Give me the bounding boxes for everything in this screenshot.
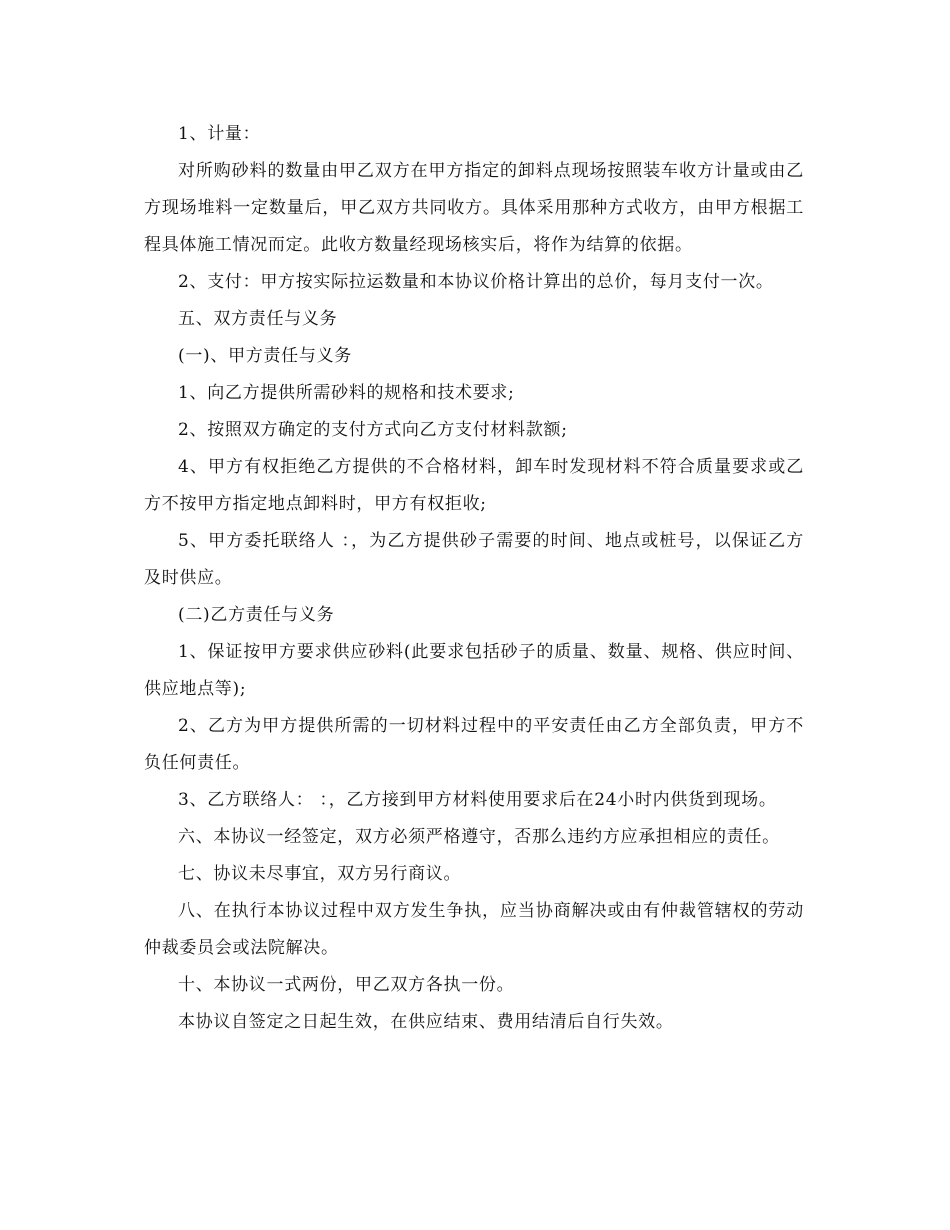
paragraph-party-a-item-2: 2、按照双方确定的支付方式向乙方支付材料款额; [178, 420, 568, 440]
section-seven: 七、协议未尽事宜，双方另行商议。 [178, 864, 462, 884]
paragraph-party-a-item-1: 1、向乙方提供所需砂料的规格和技术要求; [178, 383, 515, 403]
subsection-heading-party-b: (二)乙方责任与义务 [178, 605, 335, 625]
paragraph-effective-date: 本协议自签定之日起生效，在供应结束、费用结清后自行失效。 [178, 1012, 674, 1032]
paragraph-payment: 2、支付：甲方按实际拉运数量和本协议价格计算出的总价，每月支付一次。 [178, 272, 774, 292]
paragraph-party-b-item-2: 2、乙方为甲方提供所需的一切材料过程中的平安责任由乙方全部负责，甲方不负任何责任。 [144, 716, 804, 773]
paragraph-party-a-item-4: 4、甲方有权拒绝乙方提供的不合格材料，卸车时发现材料不符合质量要求或乙方不按甲方指定地点卸料时，甲方有权拒收; [144, 457, 804, 514]
paragraph-party-a-item-5: 5、甲方委托联络人 ：，为乙方提供砂子需要的时间、地点或桩号，以保证乙方及时供应。 [144, 531, 804, 588]
paragraph-party-b-item-3: 3、乙方联络人： ：，乙方接到甲方材料使用要求后在24小时内供货到现场。 [178, 790, 777, 810]
subsection-heading-party-a: (一)、甲方责任与义务 [178, 346, 352, 366]
document-body [144, 116, 804, 1041]
paragraph-party-b-item-1: 1、保证按甲方要求供应砂料(此要求包括砂子的质量、数量、规格、供应时间、供应地点等); [144, 642, 804, 699]
section-ten: 十、本协议一式两份，甲乙双方各执一份。 [178, 975, 515, 995]
section-eight: 八、在执行本协议过程中双方发生争执，应当协商解决或由有仲裁管辖权的劳动仲裁委员会或法院解决。 [144, 901, 804, 958]
section-heading-responsibilities: 五、双方责任与义务 [178, 309, 338, 329]
paragraph-measurement-heading: 1、计量： [178, 124, 261, 144]
paragraph-measurement-body: 对所购砂料的数量由甲乙双方在甲方指定的卸料点现场按照装车收方计量或由乙方现场堆料一定数量后，甲乙双方共同收方。具体采用那种方式收方，由甲方根据工程具体施工情况而定。此收方数量经现场核实后，将作为结算的依据。 [144, 161, 804, 255]
section-six: 六、本协议一经签定，双方必须严格遵守，否那么违约方应承担相应的责任。 [178, 827, 780, 847]
